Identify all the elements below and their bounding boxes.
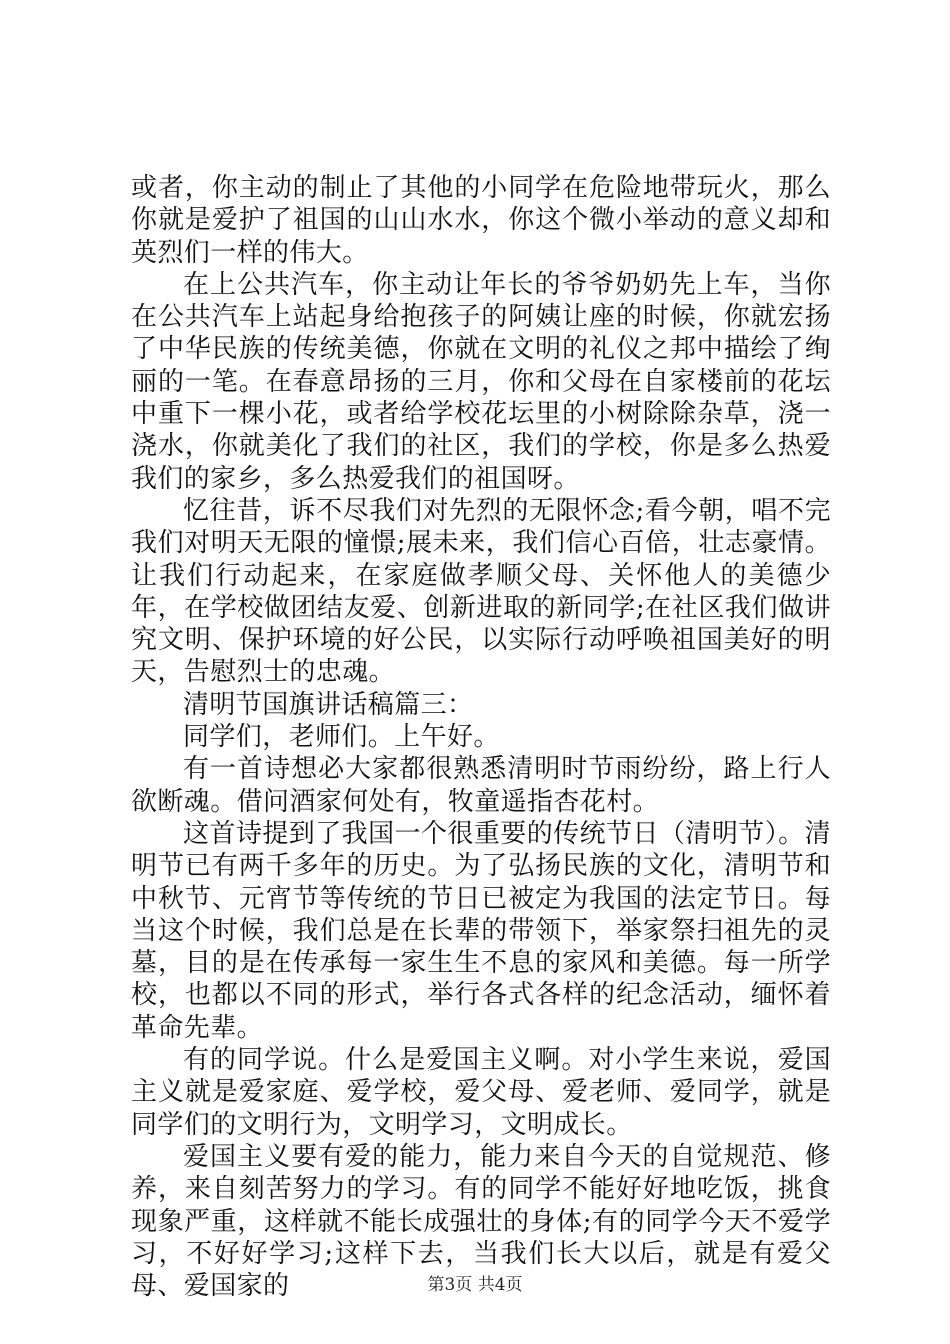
paragraph-patriotism: 有的同学说。什么是爱国主义啊。对小学生来说，爱国主义就是爱家庭、爱学校，爱父母、爱老师、爱同学，就是同学们的文明行为，文明学习，文明成长。 bbox=[131, 1045, 831, 1140]
greeting: 同学们，老师们。上午好。 bbox=[183, 722, 500, 753]
page-footer: 第3页 共4页 bbox=[427, 1275, 523, 1295]
paragraph-poem: 有一首诗想必大家都很熟悉清明时节雨纷纷，路上行人欲断魂。借问酒家何处有，牧童遥指杏花村。 bbox=[131, 754, 831, 817]
document-body bbox=[131, 172, 831, 1302]
paragraph-3: 忆往昔，诉不尽我们对先烈的无限怀念;看今朝，唱不完我们对明天无限的憧憬;展未来，我们信心百倍，壮志豪情。让我们行动起来，在家庭做孝顺父母、关怀他人的美德少年，在学校做团结友爱、创新进取的新同学;在社区我们做讲究文明、保护环境的好公民，以实际行动呼唤祖国美好的明天，告慰烈士的忠魂。 bbox=[131, 495, 831, 688]
paragraph-2: 在上公共汽车，你主动让年长的爷爷奶奶先上车，当你在公共汽车上站起身给抱孩子的阿姨让座的时候，你就宏扬了中华民族的传统美德，你就在文明的礼仪之邦中描绘了绚丽的一笔。在春意昂扬的三月，你和父母在自家楼前的花坛中重下一棵小花，或者给学校花坛里的小树除除杂草，浇一浇水，你就美化了我们的社区，我们的学校，你是多么热爱我们的家乡，多么热爱我们的祖国呀。 bbox=[131, 269, 831, 494]
paragraph-qingming: 这首诗提到了我国一个很重要的传统节日（清明节）。清明节已有两千多年的历史。为了弘扬民族的文化，清明节和中秋节、元宵节等传统的节日已被定为我国的法定节日。每当这个时候，我们总是在长辈的带领下，举家祭扫祖先的灵墓，目的是在传承每一家生生不息的家风和美德。每一所学校，也都以不同的形式，举行各式各样的纪念活动，缅怀着革命先辈。 bbox=[131, 818, 831, 1043]
paragraph-1: 或者，你主动的制止了其他的小同学在危险地带玩火，那么你就是爱护了祖国的山山水水，你这个微小举动的意义却和英烈们一样的伟大。 bbox=[131, 173, 831, 268]
paragraph-ability: 爱国主义要有爱的能力，能力来自今天的自觉规范、修养，来自刻苦努力的学习。有的同学不能好好地吃饭，挑食现象严重，这样就不能长成强壮的身体;有的同学今天不爱学习，不好好学习;这样下去，当我们长大以后，就是有爱父母、爱国家的 bbox=[131, 1141, 831, 1302]
section-heading: 清明节国旗讲话稿篇三： bbox=[183, 689, 474, 720]
